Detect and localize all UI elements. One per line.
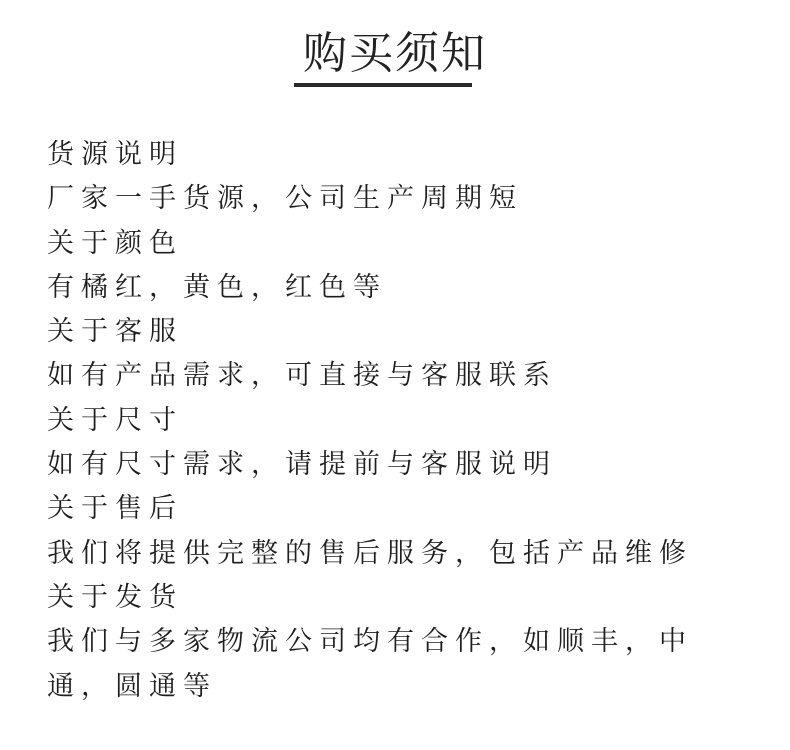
section-text-shipping-line2: 通，圆通等 [47,670,217,702]
section-heading-color: 关于颜色 [47,227,183,259]
section-text-service: 如有产品需求，可直接与客服联系 [47,360,557,392]
section-text-after-sales: 我们将提供完整的售后服务，包括产品维修 [47,537,693,569]
section-text-color: 有橘红，黄色，红色等 [47,271,387,303]
section-text-source: 厂家一手货源，公司生产周期短 [47,183,523,215]
section-heading-source: 货源说明 [47,139,183,170]
page-title: 购买须知 [303,28,487,79]
section-text-size: 如有尺寸需求，请提前与客服说明 [47,449,557,481]
section-heading-shipping: 关于发货 [47,581,183,613]
section-text-shipping-line1: 我们与多家物流公司均有合作，如顺丰，中 [47,626,693,658]
section-heading-after-sales: 关于售后 [47,493,183,525]
notice-content [47,133,767,709]
title-underline [294,83,472,87]
section-heading-size: 关于尺寸 [47,404,183,436]
page-header [0,0,790,100]
section-heading-service: 关于客服 [47,316,183,348]
